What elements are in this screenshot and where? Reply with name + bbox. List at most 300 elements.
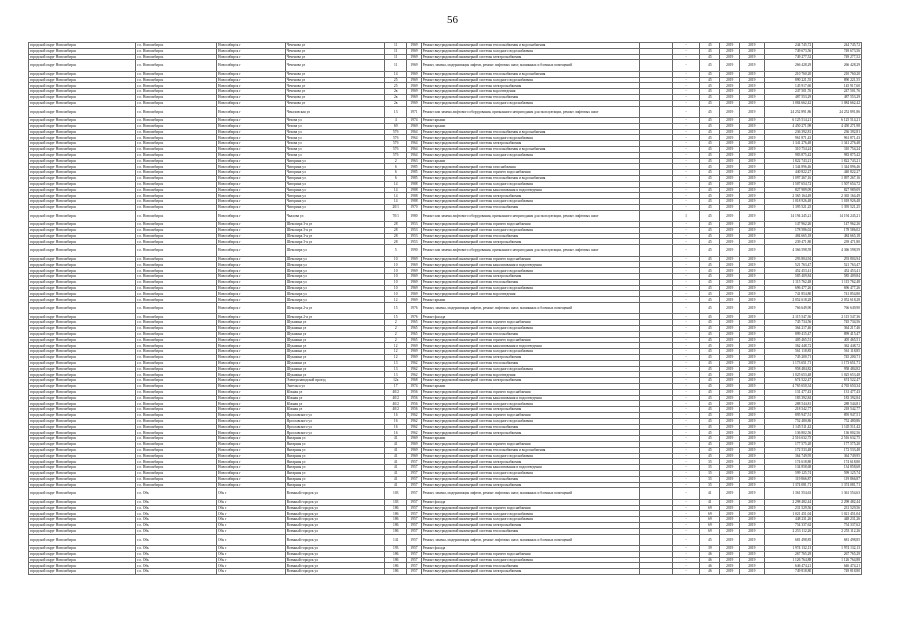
dash-cell: - (672, 482, 700, 488)
build-year-cell: 1964 (407, 129, 421, 135)
municipality-cell: городской округ Новосибирск (29, 569, 136, 575)
table-row (29, 569, 862, 575)
locality-cell: Новосибирск г (217, 181, 286, 187)
dash-cell: - (672, 320, 700, 326)
street-cell: Шекспира ул (285, 268, 385, 274)
dash-cell: - (672, 488, 700, 499)
deadline-cell: 45 (700, 407, 720, 413)
cost-cell: 681 498,85 (764, 534, 813, 545)
deadline-cell: 35 (700, 465, 720, 471)
dash-cell: - (672, 83, 700, 89)
municipality-cell: городской округ Новосибирск (29, 256, 136, 262)
total-cost-cell: 239 471,80 (813, 239, 862, 245)
end-year-cell: 2019 (740, 291, 764, 297)
work-type-cell: Ремонт внутридомовой инженерной системы теплоснабжения (421, 279, 639, 285)
end-year-cell: 2019 (740, 343, 764, 349)
cost-cell: 674 522,47 (764, 378, 813, 384)
dash-cell: - (672, 545, 700, 551)
start-year-cell: 2019 (720, 117, 740, 123)
total-cost-cell: 364 749,95 (813, 453, 862, 459)
cost-cell: 24 252 891,86 (764, 106, 813, 117)
street-cell: Чигорина ул (285, 204, 385, 210)
cost-cell: 288 544,81 (764, 401, 813, 407)
work-type-cell: Ремонт внутридомовой инженерной системы холодного водоснабжения (421, 349, 639, 355)
total-cost-cell: 1 126 764,88 (813, 557, 862, 563)
end-year-cell: 2019 (740, 245, 764, 256)
end-year-cell: 2019 (740, 401, 764, 407)
end-year-cell: 2019 (740, 210, 764, 221)
deadline-cell: 45 (700, 239, 720, 245)
end-year-cell: 2019 (740, 459, 764, 465)
work-type-cell: Ремонт внутридомовой инженерной системы теплоснабжения (421, 476, 639, 482)
deadline-cell: 45 (700, 389, 720, 395)
locality-cell: Новосибирск г (217, 262, 286, 268)
end-year-cell: 2019 (740, 378, 764, 384)
house-number-cell: 16 (385, 418, 407, 424)
settlement-cell: г.о. Новосибирск (136, 291, 217, 297)
end-year-cell: 2019 (740, 227, 764, 233)
municipality-cell: городской округ Новосибирск (29, 141, 136, 147)
start-year-cell: 2019 (720, 517, 740, 523)
end-year-cell: 2019 (740, 447, 764, 453)
municipality-cell: городской округ Новосибирск (29, 372, 136, 378)
start-year-cell: 2019 (720, 54, 740, 60)
end-year-cell: 2019 (740, 389, 764, 395)
deadline-cell: 45 (700, 326, 720, 332)
settlement-cell: г.о. Новосибирск (136, 482, 217, 488)
end-year-cell: 2019 (740, 511, 764, 517)
house-number-cell: 41 (385, 447, 407, 453)
end-year-cell: 2019 (740, 418, 764, 424)
cost-cell: 561 118,85 (764, 349, 813, 355)
cost-cell: 1 173 651,71 (764, 360, 813, 366)
settlement-cell: г.о. Новосибирск (136, 389, 217, 395)
start-year-cell: 2019 (720, 141, 740, 147)
dash-cell: - (672, 511, 700, 517)
locality-cell: Обь г (217, 517, 286, 523)
work-type-cell: Ремонт внутридомовой инженерной системы электроснабжения (421, 430, 639, 436)
street-cell: Чеченова ул (285, 48, 385, 54)
municipality-cell: городской округ Новосибирск (29, 557, 136, 563)
build-year-cell: 1962 (407, 418, 421, 424)
end-year-cell: 2019 (740, 349, 764, 355)
street-cell: Военный городок ул (285, 499, 385, 505)
build-year-cell: 1957 (407, 476, 421, 482)
deadline-cell: 45 (700, 152, 720, 158)
dash-cell: - (672, 528, 700, 534)
end-year-cell: 2019 (740, 54, 764, 60)
work-type-cell: Ремонт внутридомовой инженерной системы теплоснабжения (421, 233, 639, 239)
total-cost-cell: 131 477,43 (813, 389, 862, 395)
settlement-cell: г.о. Новосибирск (136, 71, 217, 77)
municipality-cell: городской округ Новосибирск (29, 355, 136, 361)
settlement-cell: г.о. Новосибирск (136, 331, 217, 337)
build-year-cell: 1957 (407, 534, 421, 545)
house-number-cell: 2 (385, 320, 407, 326)
street-cell: Чехова ул (285, 152, 385, 158)
total-cost-cell: 288 544,81 (813, 401, 862, 407)
locality-cell: Новосибирск г (217, 146, 286, 152)
municipality-cell: городской округ Новосибирск (29, 94, 136, 100)
deadline-cell: 45 (700, 436, 720, 442)
deadline-cell: 45 (700, 170, 720, 176)
cost-cell: 1 126 764,88 (764, 557, 813, 563)
start-year-cell: 2019 (720, 222, 740, 228)
end-year-cell: 2019 (740, 285, 764, 291)
work-type-cell: Ремонт внутридомовой инженерной системы холодного водоснабжения (421, 135, 639, 141)
start-year-cell: 2019 (720, 279, 740, 285)
end-year-cell: 2019 (740, 60, 764, 71)
municipality-cell: городской округ Новосибирск (29, 551, 136, 557)
settlement-cell: г.о. Новосибирск (136, 268, 217, 274)
locality-cell: Новосибирск г (217, 459, 286, 465)
deadline-cell: 45 (700, 262, 720, 268)
work-type-cell: Ремонт внутридомовой инженерной системы горячего водоснабжения (421, 441, 639, 447)
end-year-cell: 2019 (740, 233, 764, 239)
table-row (29, 488, 862, 499)
work-type-cell: Ремонт внутридомовой инженерной системы холодного водоснабжения (421, 268, 639, 274)
deadline-cell: 45 (700, 123, 720, 129)
locality-cell: Новосибирск г (217, 360, 286, 366)
end-year-cell: 2019 (740, 360, 764, 366)
end-year-cell: 2019 (740, 262, 764, 268)
build-year-cell: 1964 (407, 152, 421, 158)
settlement-cell: г.о. Новосибирск (136, 117, 217, 123)
total-cost-cell: 749 818,80 (813, 569, 862, 575)
house-number-cell: 186 (385, 505, 407, 511)
dash-cell: - (672, 256, 700, 262)
deadline-cell: 45 (700, 424, 720, 430)
settlement-cell: г.о. Новосибирск (136, 372, 217, 378)
start-year-cell: 2019 (720, 511, 740, 517)
total-cost-cell: 448 231,26 (813, 517, 862, 523)
work-type-cell: Ремонт, замена, модернизация лифтов, ремонт лифтовых шахт, машинных и блочных помещений (421, 60, 639, 71)
work-type-cell: Ремонт внутридомовой инженерной системы холодного водоснабжения (421, 227, 639, 233)
municipality-cell: городской округ Новосибирск (29, 511, 136, 517)
street-cell: Ярославского ул (285, 412, 385, 418)
house-number-cell: 16 (385, 424, 407, 430)
total-cost-cell: 247 501,76 (813, 89, 862, 95)
start-year-cell: 2019 (720, 204, 740, 210)
end-year-cell: 2019 (740, 106, 764, 117)
locality-cell: Новосибирск г (217, 204, 286, 210)
house-number-cell: 11 (385, 43, 407, 49)
street-cell: Южная ул (285, 389, 385, 395)
start-year-cell: 2019 (720, 366, 740, 372)
dash-cell: - (672, 129, 700, 135)
house-number-cell: 40/2 (385, 407, 407, 413)
settlement-cell: г.о. Новосибирск (136, 135, 217, 141)
municipality-cell: городской округ Новосибирск (29, 360, 136, 366)
dash-cell: - (672, 152, 700, 158)
dash-cell: - (672, 389, 700, 395)
total-cost-cell: 1 361 554,63 (813, 488, 862, 499)
cost-cell: 696 477,26 (764, 285, 813, 291)
street-cell: Янтарная ул (285, 447, 385, 453)
total-cost-cell: 174 618,80 (813, 459, 862, 465)
build-year-cell: 1976 (407, 303, 421, 314)
work-type-cell: Ремонт внутридомовой инженерной системы канализования и водоотведения (421, 395, 639, 401)
dash-cell: - (672, 204, 700, 210)
locality-cell: Новосибирск г (217, 418, 286, 424)
cost-cell: 231 529,56 (764, 505, 813, 511)
deadline-cell: 45 (700, 430, 720, 436)
street-cell: Шекспира ул (285, 262, 385, 268)
cost-cell: 266 428,29 (764, 60, 813, 71)
work-type-cell: Ремонт внутридомовой инженерной системы холодного водоснабжения (421, 511, 639, 517)
work-type-cell: Ремонт внутридомовой инженерной системы электроснабжения (421, 141, 639, 147)
end-year-cell: 2019 (740, 545, 764, 551)
locality-cell: Новосибирск г (217, 164, 286, 170)
locality-cell: Новосибирск г (217, 412, 286, 418)
end-year-cell: 2019 (740, 551, 764, 557)
build-year-cell: 1962 (407, 412, 421, 418)
registry-sheet (28, 42, 862, 621)
municipality-cell: городской округ Новосибирск (29, 152, 136, 158)
locality-cell: Новосибирск г (217, 331, 286, 337)
total-cost-cell: 696 477,26 (813, 285, 862, 291)
cost-cell: 1 974 132,13 (764, 545, 813, 551)
build-year-cell: 1969 (407, 48, 421, 54)
build-year-cell: 1956 (407, 407, 421, 413)
house-number-cell: 12 (385, 343, 407, 349)
house-number-cell: 12 (385, 297, 407, 303)
locality-cell: Новосибирск г (217, 366, 286, 372)
settlement-cell: г.о. Новосибирск (136, 441, 217, 447)
table-body (29, 43, 862, 575)
dash-cell: - (672, 453, 700, 459)
work-type-cell: Ремонт внутридомовой инженерной системы холодного водоснабжения (421, 326, 639, 332)
house-number-cell: 41 (385, 482, 407, 488)
total-cost-cell: 745 734,56 (813, 320, 862, 326)
municipality-cell: городской округ Новосибирск (29, 54, 136, 60)
street-cell: Шукшина ул (285, 320, 385, 326)
locality-cell: Новосибирск г (217, 141, 286, 147)
dash-cell: - (672, 569, 700, 575)
settlement-cell: г.о. Новосибирск (136, 193, 217, 199)
street-cell: Янтарная ул (285, 482, 385, 488)
street-cell: Шукшина ул (285, 326, 385, 332)
blank-cell (639, 60, 672, 71)
street-cell: Шекспира ул (285, 297, 385, 303)
build-year-cell: 1969 (407, 123, 421, 129)
start-year-cell: 2019 (720, 210, 740, 221)
settlement-cell: г.о. Обь (136, 488, 217, 499)
total-cost-cell: 364 217,46 (813, 326, 862, 332)
settlement-cell: г.о. Новосибирск (136, 146, 217, 152)
end-year-cell: 2019 (740, 146, 764, 152)
settlement-cell: г.о. Новосибирск (136, 199, 217, 205)
start-year-cell: 2019 (720, 459, 740, 465)
municipality-cell: городской округ Новосибирск (29, 239, 136, 245)
end-year-cell: 2019 (740, 372, 764, 378)
cost-cell: 1 822 743,21 (764, 158, 813, 164)
total-cost-cell: 1 021 451,04 (813, 511, 862, 517)
total-cost-cell: 452 453,41 (813, 268, 862, 274)
cost-cell: 1 344 896,46 (764, 164, 813, 170)
locality-cell: Новосибирск г (217, 320, 286, 326)
total-cost-cell: 1 084 662,42 (813, 100, 862, 106)
work-type-cell: Ремонт внутридомовой инженерной системы электроснабжения (421, 83, 639, 89)
municipality-cell: городской округ Новосибирск (29, 262, 136, 268)
dash-cell: - (672, 436, 700, 442)
street-cell: Чкалова ул (285, 210, 385, 221)
total-cost-cell: 218 542,77 (813, 407, 862, 413)
municipality-cell: городской округ Новосибирск (29, 395, 136, 401)
street-cell: Чигорина ул (285, 158, 385, 164)
dash-cell: - (672, 366, 700, 372)
municipality-cell: городской округ Новосибирск (29, 210, 136, 221)
locality-cell: Новосибирск г (217, 395, 286, 401)
end-year-cell: 2019 (740, 187, 764, 193)
end-year-cell: 2019 (740, 355, 764, 361)
work-type-cell: Ремонт внутридомовой инженерной системы теплоснабжения (421, 424, 639, 430)
end-year-cell: 2019 (740, 424, 764, 430)
street-cell: Чеченова ул (285, 43, 385, 49)
build-year-cell: 1956 (407, 395, 421, 401)
cost-cell: 749 673,56 (764, 48, 813, 54)
work-type-cell: Ремонт внутридомовой инженерной системы электроснабжения (421, 54, 639, 60)
settlement-cell: г.о. Новосибирск (136, 245, 217, 256)
work-type-cell: Ремонт внутридомовой инженерной системы электроснабжения (421, 274, 639, 280)
locality-cell: Новосибирск г (217, 71, 286, 77)
dash-cell: - (672, 297, 700, 303)
deadline-cell: 69 (700, 522, 720, 528)
work-type-cell: Ремонт, замена, модернизация лифтов, ремонт лифтовых шахт, машинных и блочных помещений (421, 488, 639, 499)
cost-cell: 177 575,20 (764, 441, 813, 447)
end-year-cell: 2019 (740, 199, 764, 205)
street-cell: Военный городок ул (285, 528, 385, 534)
dash-cell: - (672, 181, 700, 187)
deadline-cell: 45 (700, 372, 720, 378)
deadline-cell: 45 (700, 193, 720, 199)
end-year-cell: 2019 (740, 505, 764, 511)
total-cost-cell: 484 665,18 (813, 233, 862, 239)
end-year-cell: 2019 (740, 465, 764, 471)
work-type-cell: Ремонт внутридомовой инженерной системы теплоснабжения (421, 331, 639, 337)
build-year-cell: 1969 (407, 453, 421, 459)
end-year-cell: 2019 (740, 256, 764, 262)
deadline-cell: 45 (700, 337, 720, 343)
dash-cell: - (672, 326, 700, 332)
work-type-cell: Ремонт фасада (421, 545, 639, 551)
start-year-cell: 2019 (720, 268, 740, 274)
municipality-cell: городской округ Новосибирск (29, 158, 136, 164)
dash-cell: - (672, 100, 700, 106)
cost-cell: 983 875,42 (764, 152, 813, 158)
locality-cell: Обь г (217, 488, 286, 499)
locality-cell: Новосибирск г (217, 106, 286, 117)
settlement-cell: г.о. Новосибирск (136, 447, 217, 453)
total-cost-cell: 134 858,68 (813, 465, 862, 471)
total-cost-cell: 183 392,84 (813, 395, 862, 401)
deadline-cell: 45 (700, 187, 720, 193)
work-type-cell: Ремонт внутридомовой инженерной системы канализования и водоотведения (421, 343, 639, 349)
end-year-cell: 2019 (740, 204, 764, 210)
build-year-cell: 1953 (407, 227, 421, 233)
settlement-cell: г.о. Новосибирск (136, 395, 217, 401)
total-cost-cell: 1 018 926,48 (813, 199, 862, 205)
cost-cell: 119 866,87 (764, 476, 813, 482)
locality-cell: Новосибирск г (217, 326, 286, 332)
settlement-cell: г.о. Новосибирск (136, 227, 217, 233)
municipality-cell: городской округ Новосибирск (29, 285, 136, 291)
settlement-cell: г.о. Новосибирск (136, 170, 217, 176)
cost-cell: 145 917,60 (764, 83, 813, 89)
build-year-cell: 1953 (407, 233, 421, 239)
start-year-cell: 2019 (720, 418, 740, 424)
build-year-cell: 1963 (407, 158, 421, 164)
build-year-cell: 1985 (407, 164, 421, 170)
cost-cell: 4 765 650,34 (764, 384, 813, 390)
start-year-cell: 2019 (720, 522, 740, 528)
locality-cell: Новосибирск г (217, 436, 286, 442)
build-year-cell: 1956 (407, 401, 421, 407)
house-number-cell: 57б (385, 129, 407, 135)
locality-cell: Обь г (217, 557, 286, 563)
deadline-cell: 45 (700, 141, 720, 147)
settlement-cell: г.о. Новосибирск (136, 430, 217, 436)
total-cost-cell: 749 277,52 (813, 54, 862, 60)
cost-cell: 749 818,80 (764, 569, 813, 575)
locality-cell: Новосибирск г (217, 152, 286, 158)
deadline-cell: 45 (700, 355, 720, 361)
locality-cell: Новосибирск г (217, 285, 286, 291)
cost-cell: 174 618,80 (764, 459, 813, 465)
dash-cell: - (672, 227, 700, 233)
municipality-cell: городской округ Новосибирск (29, 48, 136, 54)
house-number-cell: 41 (385, 465, 407, 471)
work-type-cell: Ремонт внутридомовой инженерной системы холодного водоснабжения (421, 48, 639, 54)
start-year-cell: 2019 (720, 60, 740, 71)
deadline-cell: 45 (700, 366, 720, 372)
total-cost-cell: 362 448,72 (813, 343, 862, 349)
municipality-cell: городской округ Новосибирск (29, 303, 136, 314)
deadline-cell: 45 (700, 245, 720, 256)
end-year-cell: 2019 (740, 43, 764, 49)
end-year-cell: 2019 (740, 71, 764, 77)
work-type-cell: Ремонт крыши (421, 123, 639, 129)
cost-cell: 14 194 245,21 (764, 210, 813, 221)
dash-cell: - (672, 48, 700, 54)
locality-cell: Новосибирск г (217, 129, 286, 135)
locality-cell: Новосибирск г (217, 94, 286, 100)
cost-cell: 521 763,47 (764, 262, 813, 268)
street-cell: Чеченова ул (285, 94, 385, 100)
cost-cell: 1 025 653,48 (764, 372, 813, 378)
end-year-cell: 2019 (740, 100, 764, 106)
municipality-cell: городской округ Новосибирск (29, 181, 136, 187)
deadline-cell: 45 (700, 303, 720, 314)
street-cell: Шукшина ул (285, 337, 385, 343)
settlement-cell: г.о. Новосибирск (136, 89, 217, 95)
dash-cell: - (672, 355, 700, 361)
dash-cell: - (672, 476, 700, 482)
settlement-cell: г.о. Новосибирск (136, 343, 217, 349)
municipality-cell: городской округ Новосибирск (29, 175, 136, 181)
locality-cell: Новосибирск г (217, 476, 286, 482)
street-cell: Янтарная ул (285, 453, 385, 459)
cost-cell: 2 516 632,75 (764, 436, 813, 442)
dash-cell: - (672, 279, 700, 285)
municipality-cell: городской округ Новосибирск (29, 412, 136, 418)
start-year-cell: 2019 (720, 181, 740, 187)
deadline-cell: 45 (700, 320, 720, 326)
house-number-cell: 2в (385, 89, 407, 95)
cost-cell: 752 480,86 (764, 418, 813, 424)
end-year-cell: 2019 (740, 239, 764, 245)
deadline-cell: 45 (700, 268, 720, 274)
